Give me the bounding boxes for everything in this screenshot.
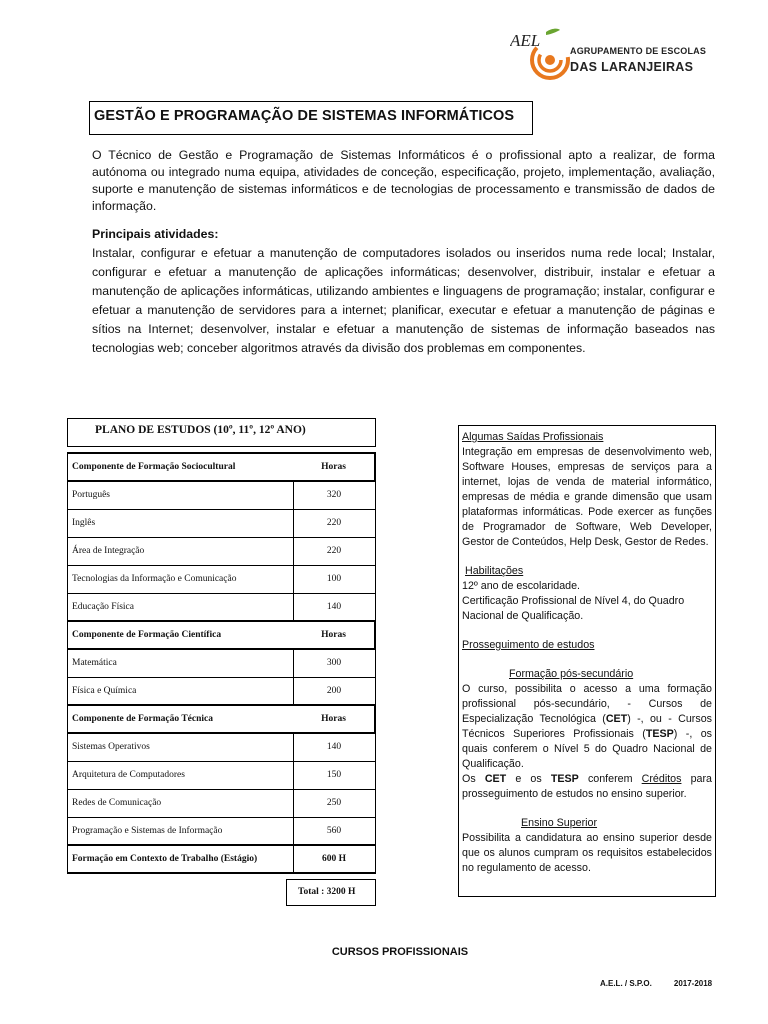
table-row [68, 677, 376, 705]
subject-name: Área de Integração [68, 537, 294, 565]
logo-line-2: DAS LARANJEIRAS [570, 60, 694, 74]
table-row [68, 481, 376, 509]
subject-name: Arquitetura de Computadores [68, 761, 294, 789]
section-row-tecnica [68, 705, 376, 733]
fct-name: Formação em Contexto de Trabalho (Estágio) [68, 845, 294, 873]
table-row [68, 509, 376, 537]
hours-header: Horas [293, 705, 375, 733]
study-plan-table [67, 452, 376, 874]
subject-hours: 140 [293, 733, 375, 761]
creditos-text: Os CET e os TESP conferem Créditos para prosseguimento de estudos no ensino superior. [462, 773, 712, 800]
footer-ref-text: A.E.L. / S.P.O. [600, 979, 652, 988]
activities-title: Principais atividades: [92, 227, 219, 241]
subject-hours: 140 [293, 593, 375, 621]
fct-row [68, 845, 376, 873]
subject-name: Tecnologias da Informação e Comunicação [68, 565, 294, 593]
saidas-text: Integração em empresas de desenvolvimento web, Software Houses, empresas de serviços para a internet, lojas de venda de material informático, empresas de média e grande dimensão que usam plataformas informáticas. Pode exercer as funções de Programador de Software, Web Developer, Gestor de Conteúdos, Help Desk, Gestor de Redes. [462, 446, 712, 548]
section-header: Componente de Formação Técnica [68, 705, 294, 733]
table-row [68, 817, 376, 845]
section-row-sociocultural [68, 453, 376, 481]
subject-name: Sistemas Operativos [68, 733, 294, 761]
intro-paragraph: O Técnico de Gestão e Programação de Sistemas Informáticos é o profissional apto a realizar, de forma autónoma ou integrado numa equipa, atividades de conceção, especificação, projeto, implementação, avaliação, suporte e manutenção de sistemas informáticos e de tecnologias de processamento e transmissão de dados de informação. [92, 148, 715, 213]
table-row [68, 593, 376, 621]
subject-hours: 320 [293, 481, 375, 509]
section-header: Componente de Formação Científica [68, 621, 294, 649]
school-logo [510, 26, 710, 82]
subject-name: Programação e Sistemas de Informação [68, 817, 294, 845]
study-plan-title: PLANO DE ESTUDOS (10º, 11º, 12º ANO) [67, 418, 376, 447]
subject-name: Redes de Comunicação [68, 789, 294, 817]
course-title-box [89, 101, 533, 135]
activities-paragraph: Instalar, configurar e efetuar a manutenção de computadores isolados ou inseridos numa rede local; Instalar, configurar e efetuar a manutenção de aplicações informáticas; desenvolver, distribuir, instalar e efetuar a manutenção de aplicações informáticas, utilizando ambientes e linguagens de programação; instalar, configurar e efetuar a manutenção de servidores para a internet; planificar, executar e efetuar a manutenção de páginas e sítios na Internet; desenvolver, instalar e efetuar a manutenção de sistemas de informação baseados nas tecnologias web; conceber algoritmos através da divisão dos problemas em componentes. [92, 246, 715, 356]
subject-hours: 250 [293, 789, 375, 817]
subject-hours: 100 [293, 565, 375, 593]
table-row [68, 733, 376, 761]
table-row [68, 649, 376, 677]
subject-hours: 200 [293, 677, 375, 705]
total-hours: Total : 3200 H [286, 879, 376, 906]
saidas-title: Algumas Saídas Profissionais [462, 431, 604, 443]
subject-hours: 220 [293, 509, 375, 537]
table-row [68, 565, 376, 593]
subject-name: Matemática [68, 649, 294, 677]
habilitacoes-line-1: 12º ano de escolaridade. [462, 580, 580, 592]
section-row-cientifica [68, 621, 376, 649]
subject-hours: 220 [293, 537, 375, 565]
subject-hours: 300 [293, 649, 375, 677]
subject-hours: 560 [293, 817, 375, 845]
section-header: Componente de Formação Sociocultural [68, 453, 294, 481]
table-row [68, 761, 376, 789]
footer-ref [600, 979, 712, 988]
orange-swirl-logo-icon [510, 26, 570, 82]
ensino-superior-title: Ensino Superior [521, 817, 598, 829]
course-title: GESTÃO E PROGRAMAÇÃO DE SISTEMAS INFORMÁTICOS [94, 108, 515, 124]
subject-name: Física e Química [68, 677, 294, 705]
subject-name: Inglês [68, 509, 294, 537]
info-box [458, 425, 716, 897]
prosseguimento-title: Prosseguimento de estudos [462, 639, 595, 651]
subject-name: Educação Física [68, 593, 294, 621]
subject-name: Português [68, 481, 294, 509]
hours-header: Horas [293, 453, 375, 481]
fct-hours: 600 H [293, 845, 375, 873]
pos-secundario-title: Formação pós-secundário [509, 668, 634, 680]
habilitacoes-title: Habilitações [465, 565, 524, 577]
hours-header: Horas [293, 621, 375, 649]
table-row [68, 537, 376, 565]
pos-secundario-text: O curso, possibilita o acesso a uma formação profissional pós-secundário, - Cursos de Especialização Tecnológica (CET) -, ou - Cursos Técnicos Superiores Profissionais (TESP) -, os quais conferem o Nível 5 do Quadro Nacional de Qualificação. [462, 683, 712, 770]
ensino-superior-text: Possibilita a candidatura ao ensino superior desde que os alunos cumpram os requisitos estabelecidos no regulamento de acesso. [462, 832, 712, 874]
footer-year: 2017-2018 [673, 979, 713, 988]
logo-mark: AEL [510, 31, 541, 50]
footer-title: CURSOS PROFISSIONAIS [331, 946, 469, 958]
table-row [68, 789, 376, 817]
subject-hours: 150 [293, 761, 375, 789]
habilitacoes-line-2: Certificação Profissional de Nível 4, do Quadro Nacional de Qualificação. [462, 595, 685, 622]
logo-line-1: AGRUPAMENTO DE ESCOLAS [570, 46, 707, 56]
